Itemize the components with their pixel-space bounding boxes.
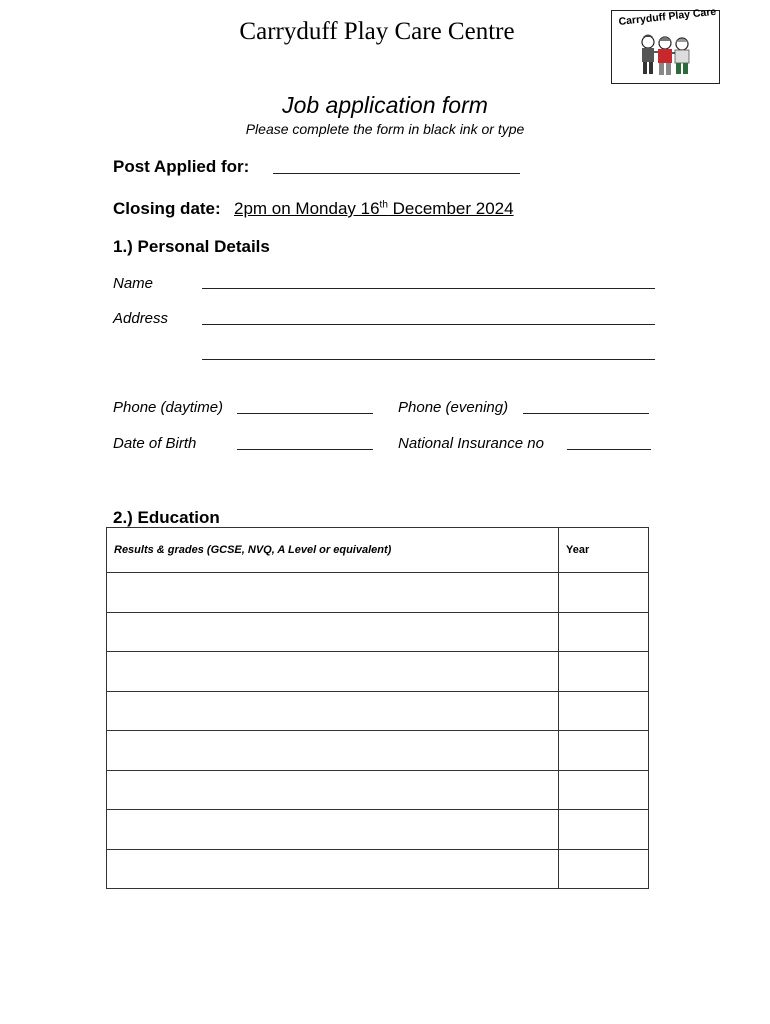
table-row [107, 573, 649, 613]
results-cell[interactable] [107, 770, 559, 810]
address-label: Address [113, 310, 169, 327]
results-column-header: Results & grades (GCSE, NVQ, A Level or equivalent) [107, 528, 559, 573]
year-cell[interactable] [559, 810, 649, 850]
results-cell[interactable] [107, 573, 559, 613]
logo-text: Carryduff Play Care [618, 5, 717, 28]
organisation-title: Carryduff Play Care Centre [239, 18, 515, 45]
national-insurance-label: National Insurance no [398, 435, 544, 452]
results-cell[interactable] [107, 652, 559, 692]
year-cell[interactable] [559, 573, 649, 613]
results-cell[interactable] [107, 612, 559, 652]
table-row [107, 770, 649, 810]
phone-evening-label: Phone (evening) [398, 399, 509, 416]
date-of-birth-label: Date of Birth [113, 435, 197, 452]
post-applied-label: Post Applied for: [113, 157, 250, 176]
table-row [107, 810, 649, 850]
date-of-birth-field[interactable] [237, 449, 373, 450]
year-cell[interactable] [559, 849, 649, 889]
year-cell[interactable] [559, 652, 649, 692]
organisation-logo [611, 5, 720, 84]
form-instructions: Please complete the form in black ink or type [245, 121, 525, 137]
children-illustration-icon [634, 33, 700, 79]
name-label: Name [113, 275, 154, 292]
table-row [107, 731, 649, 771]
education-heading: 2.) Education [113, 508, 220, 527]
results-cell[interactable] [107, 731, 559, 771]
year-cell[interactable] [559, 731, 649, 771]
table-row [107, 652, 649, 692]
address-field-line-1[interactable] [202, 324, 655, 325]
results-cell[interactable] [107, 810, 559, 850]
closing-date-label: Closing date: [113, 199, 221, 218]
closing-date-ordinal: th [379, 199, 388, 211]
results-cell[interactable] [107, 849, 559, 889]
results-cell[interactable] [107, 691, 559, 731]
closing-date-value [234, 199, 514, 219]
address-field-line-2[interactable] [202, 359, 655, 360]
table-row [107, 612, 649, 652]
year-cell[interactable] [559, 612, 649, 652]
post-applied-field[interactable] [273, 173, 520, 174]
education-table [106, 527, 649, 889]
national-insurance-field[interactable] [567, 449, 651, 450]
table-row [107, 849, 649, 889]
phone-evening-field[interactable] [523, 413, 649, 414]
form-title: Job application form [282, 92, 488, 118]
year-column-header: Year [559, 528, 649, 573]
year-cell[interactable] [559, 691, 649, 731]
personal-details-heading: 1.) Personal Details [113, 237, 270, 256]
phone-daytime-field[interactable] [237, 413, 373, 414]
year-cell[interactable] [559, 770, 649, 810]
closing-date-text: 2pm on Monday 16 [234, 199, 380, 218]
name-field[interactable] [202, 288, 655, 289]
table-row [107, 691, 649, 731]
closing-date-text-end: December 2024 [387, 199, 514, 218]
education-table-header [107, 528, 649, 573]
phone-daytime-label: Phone (daytime) [113, 399, 224, 416]
